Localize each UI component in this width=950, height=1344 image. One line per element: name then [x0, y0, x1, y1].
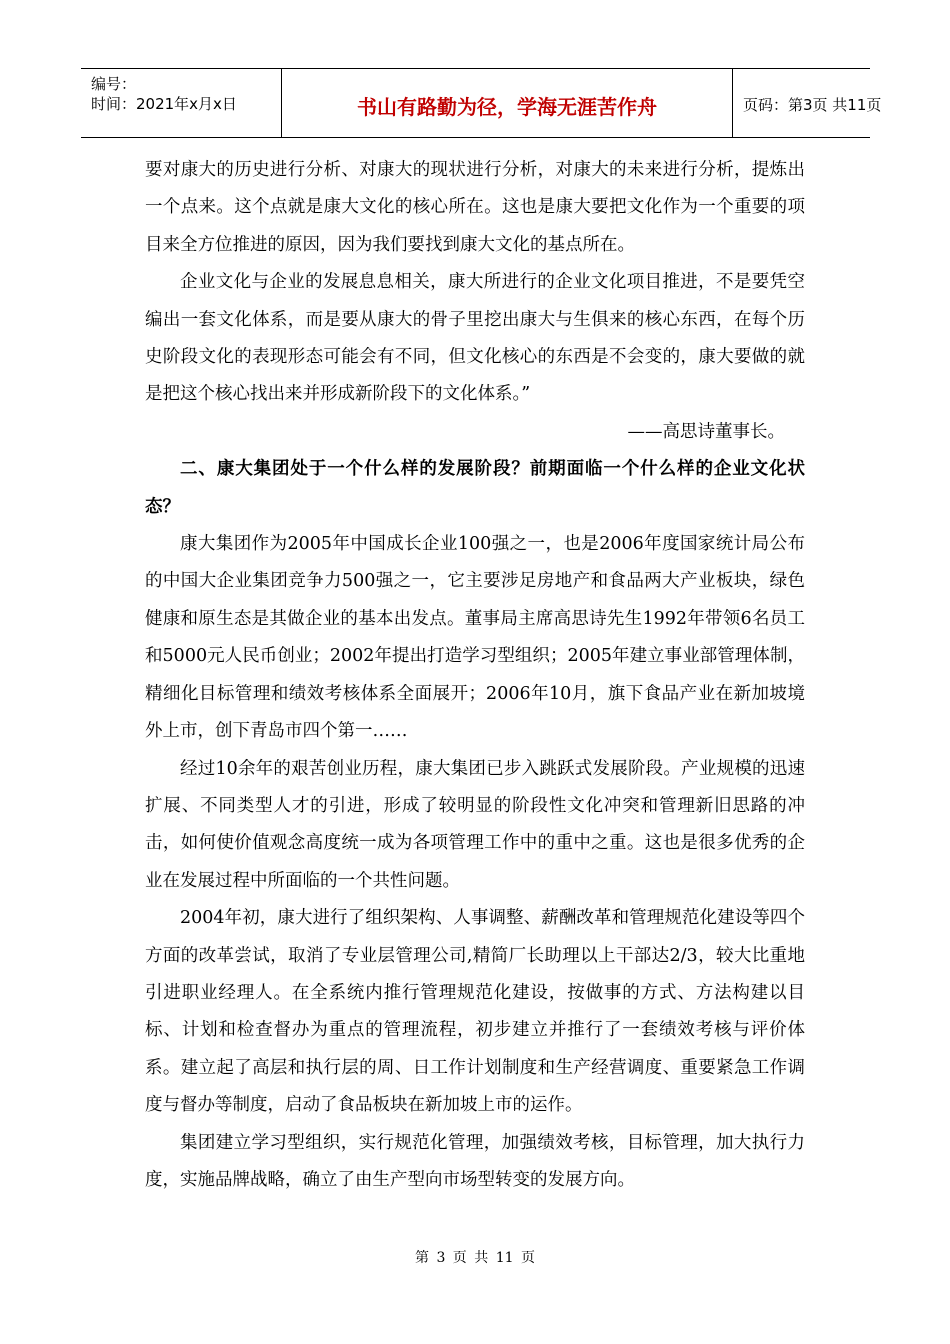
header-left-cell [81, 69, 282, 137]
header-table [81, 68, 882, 138]
paragraph-2: 企业文化与企业的发展息息相关，康大所进行的企业文化项目推进，不是要凭空编出一套文化体系，而是要从康大的骨子里挖出康大与生俱来的核心东西，在每个历史阶段文化的表现形态可能会有不同，但文化核心的东西是不会变的，康大要做的就是把这个核心找出来并形成新阶段下的文化体系。” [145, 272, 805, 405]
header-motto-cell [282, 69, 733, 137]
section-heading: 二、康大集团处于一个什么样的发展阶段？前期面临一个什么样的企业文化状态？ [145, 459, 805, 517]
document-time-label: 时间：2021年x月x日 [91, 95, 237, 113]
header-motto: 书山有路勤为径，学海无涯苦作舟 [357, 95, 657, 119]
document-number-label: 编号： [91, 75, 137, 93]
header-page-info: 页码：第3页 共11页 [743, 96, 882, 114]
paragraph-1: 要对康大的历史进行分析、对康大的现状进行分析，对康大的未来进行分析，提炼出一个点来。这个点就是康大文化的核心所在。这也是康大要把文化作为一个重要的项目来全方位推进的原因，因为我们要找到康大文化的基点所在。 [145, 160, 805, 255]
paragraph-3: 康大集团作为2005年中国成长企业100强之一，也是2006年度国家统计局公布的中国大企业集团竞争力500强之一，它主要涉足房地产和食品两大产业板块，绿色健康和原生态是其做企业的基本出发点。董事局主席高思诗先生1992年带领6名员工和5000元人民币创业；2002年提出打造学习型组织；2005年建立事业部管理体制，精细化目标管理和绩效考核体系全面展开；2006年10月，旗下食品产业在新加坡境外上市，创下青岛市四个第一…… [145, 534, 805, 742]
paragraph-5: 2004年初，康大进行了组织架构、人事调整、薪酬改革和管理规范化建设等四个方面的改革尝试，取消了专业层管理公司,精简厂长助理以上干部达2/3，较大比重地引进职业经理人。在全系统内推行管理规范化建设，按做事的方式、方法构建以目标、计划和检查督办为重点的管理流程，初步建立并推行了一套绩效考核与评价体系。建立起了高层和执行层的周、日工作计划制度和生产经营调度、重要紧急工作调度与督办等制度，启动了食品板块在新加坡上市的运作。 [145, 908, 805, 1116]
document-body [145, 152, 805, 1199]
paragraph-6: 集团建立学习型组织，实行规范化管理，加强绩效考核，目标管理，加大执行力度，实施品牌战略，确立了由生产型向市场型转变的发展方向。 [145, 1132, 805, 1190]
page-footer: 第 3 页 共 11 页 [415, 1250, 535, 1266]
paragraph-4: 经过10余年的艰苦创业历程，康大集团已步入跳跃式发展阶段。产业规模的迅速扩展、不同类型人才的引进，形成了较明显的阶段性文化冲突和管理新旧思路的冲击，如何使价值观念高度统一成为各项管理工作中的重中之重。这也是很多优秀的企业在发展过程中所面临的一个共性问题。 [145, 758, 805, 891]
header-page-cell [733, 69, 882, 137]
quote-signature: ——高思诗董事长。 [627, 421, 785, 442]
